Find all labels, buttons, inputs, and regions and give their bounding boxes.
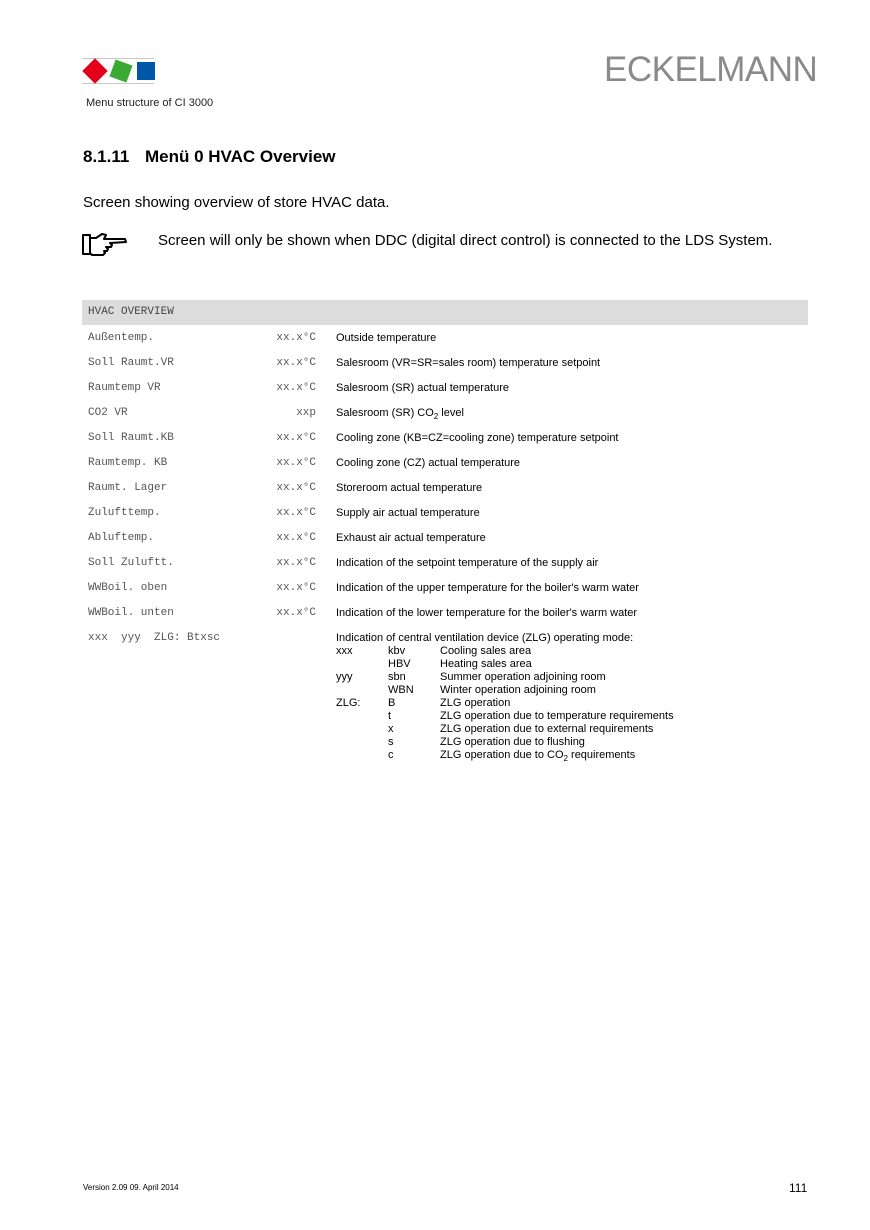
mode-description: Cooling sales area [440,645,532,657]
row-value: xx.x°C [276,557,316,569]
mode-code: kbv [388,645,406,657]
section-heading: Menü 0 HVAC Overview [145,147,336,166]
row-label: CO2 VR [88,407,128,419]
mode-group: ZLG: [336,697,361,709]
row-label: Außentemp. [88,332,155,344]
mode-code: sbn [388,671,406,683]
row-value: xx.x°C [276,382,316,394]
mode-description: ZLG operation due to flushing [440,736,585,748]
row-value: xx.x°C [276,532,316,544]
zlg-mode-item [336,736,736,749]
row-value: xx.x°C [276,432,316,444]
row-description: Salesroom (VR=SR=sales room) temperature setpoint [336,357,601,369]
desc-text: ZLG operation due to CO [440,749,564,761]
zlg-mode-item [336,671,736,684]
row-label: WWBoil. oben [88,582,168,594]
section-number: 8.1.11 [83,147,130,166]
hvac-row [82,526,808,551]
mode-code: WBN [388,684,414,696]
zlg-label: xxx yyy ZLG: Btxsc [88,632,221,644]
zlg-mode-item [336,697,736,710]
intro-text: Screen showing overview of store HVAC data. [83,194,390,211]
hvac-row [82,326,808,351]
row-label: Raumt. Lager [88,482,168,494]
desc-subscript: 2 [563,754,568,764]
zlg-mode-item [336,658,736,671]
row-description: Cooling zone (KB=CZ=cooling zone) temperature setpoint [336,432,619,444]
hvac-screen-header [82,300,808,325]
brand-name: ECKELMANN [604,50,818,89]
mode-description [440,749,635,765]
mode-description: ZLG operation [440,697,511,709]
mode-description: Winter operation adjoining room [440,684,596,696]
hvac-screen-title: HVAC OVERVIEW [88,306,174,318]
hvac-row [82,351,808,376]
hvac-row [82,601,808,626]
zlg-mode-item [336,749,736,762]
hvac-rows [82,326,808,626]
mode-description: Summer operation adjoining room [440,671,606,683]
pointing-hand-icon [82,232,128,258]
desc-text-tail: requirements [567,749,636,761]
zlg-mode-item [336,723,736,736]
desc-subscript: 2 [433,412,439,422]
hvac-row [82,426,808,451]
hvac-row [82,401,808,426]
row-value: xxp [296,407,316,419]
page-number: 111 [789,1181,808,1195]
section-title [83,147,336,167]
footer-version: Version 2.09 09. April 2014 [83,1183,179,1192]
zlg-intro: Indication of central ventilation device (ZLG) operating mode: [336,632,634,644]
hvac-row [82,451,808,476]
row-description [336,407,464,421]
brand-logo-squares [82,58,156,84]
note-text: Screen will only be shown when DDC (digital direct control) is connected to the LDS System. [158,232,773,249]
row-description: Exhaust air actual temperature [336,532,486,544]
row-value: xx.x°C [276,507,316,519]
row-description: Outside temperature [336,332,437,344]
row-description: Indication of the setpoint temperature of the supply air [336,557,599,569]
row-description: Supply air actual temperature [336,507,480,519]
mode-description: ZLG operation due to temperature requirements [440,710,674,722]
row-label: Soll Raumt.KB [88,432,174,444]
row-value: xx.x°C [276,607,316,619]
hvac-row [82,551,808,576]
desc-text: Salesroom (SR) CO [336,407,434,419]
mode-group: yyy [336,671,353,683]
row-label: Zulufttemp. [88,507,161,519]
row-value: xx.x°C [276,482,316,494]
zlg-mode-item [336,645,736,658]
mode-code: s [388,736,394,748]
row-description: Salesroom (SR) actual temperature [336,382,510,394]
row-label: Soll Zuluftt. [88,557,174,569]
hvac-row [82,576,808,601]
row-value: xx.x°C [276,357,316,369]
row-description: Indication of the lower temperature for the boiler's warm water [336,607,638,619]
mode-description: ZLG operation due to external requirements [440,723,654,735]
row-description: Indication of the upper temperature for the boiler's warm water [336,582,639,594]
mode-description: Heating sales area [440,658,532,670]
row-description: Cooling zone (CZ) actual temperature [336,457,521,469]
mode-code: t [388,710,392,722]
row-label: WWBoil. unten [88,607,174,619]
row-value: xx.x°C [276,582,316,594]
hvac-row [82,501,808,526]
row-value: xx.x°C [276,332,316,344]
zlg-mode-item [336,710,736,723]
zlg-mode-item [336,684,736,697]
desc-text-tail: level [438,407,464,419]
mode-code: B [388,697,396,709]
row-label: Soll Raumt.VR [88,357,174,369]
mode-code: HBV [388,658,411,670]
hvac-row [82,376,808,401]
row-description: Storeroom actual temperature [336,482,483,494]
mode-code: c [388,749,394,761]
mode-code: x [388,723,394,735]
mode-group: xxx [336,645,353,657]
logo-blue-square [137,62,155,80]
row-label: Abluftemp. [88,532,155,544]
row-value: xx.x°C [276,457,316,469]
row-label: Raumtemp. KB [88,457,168,469]
document-subtitle: Menu structure of CI 3000 [86,97,214,109]
row-label: Raumtemp VR [88,382,161,394]
zlg-mode-list [336,645,736,762]
hvac-row [82,476,808,501]
